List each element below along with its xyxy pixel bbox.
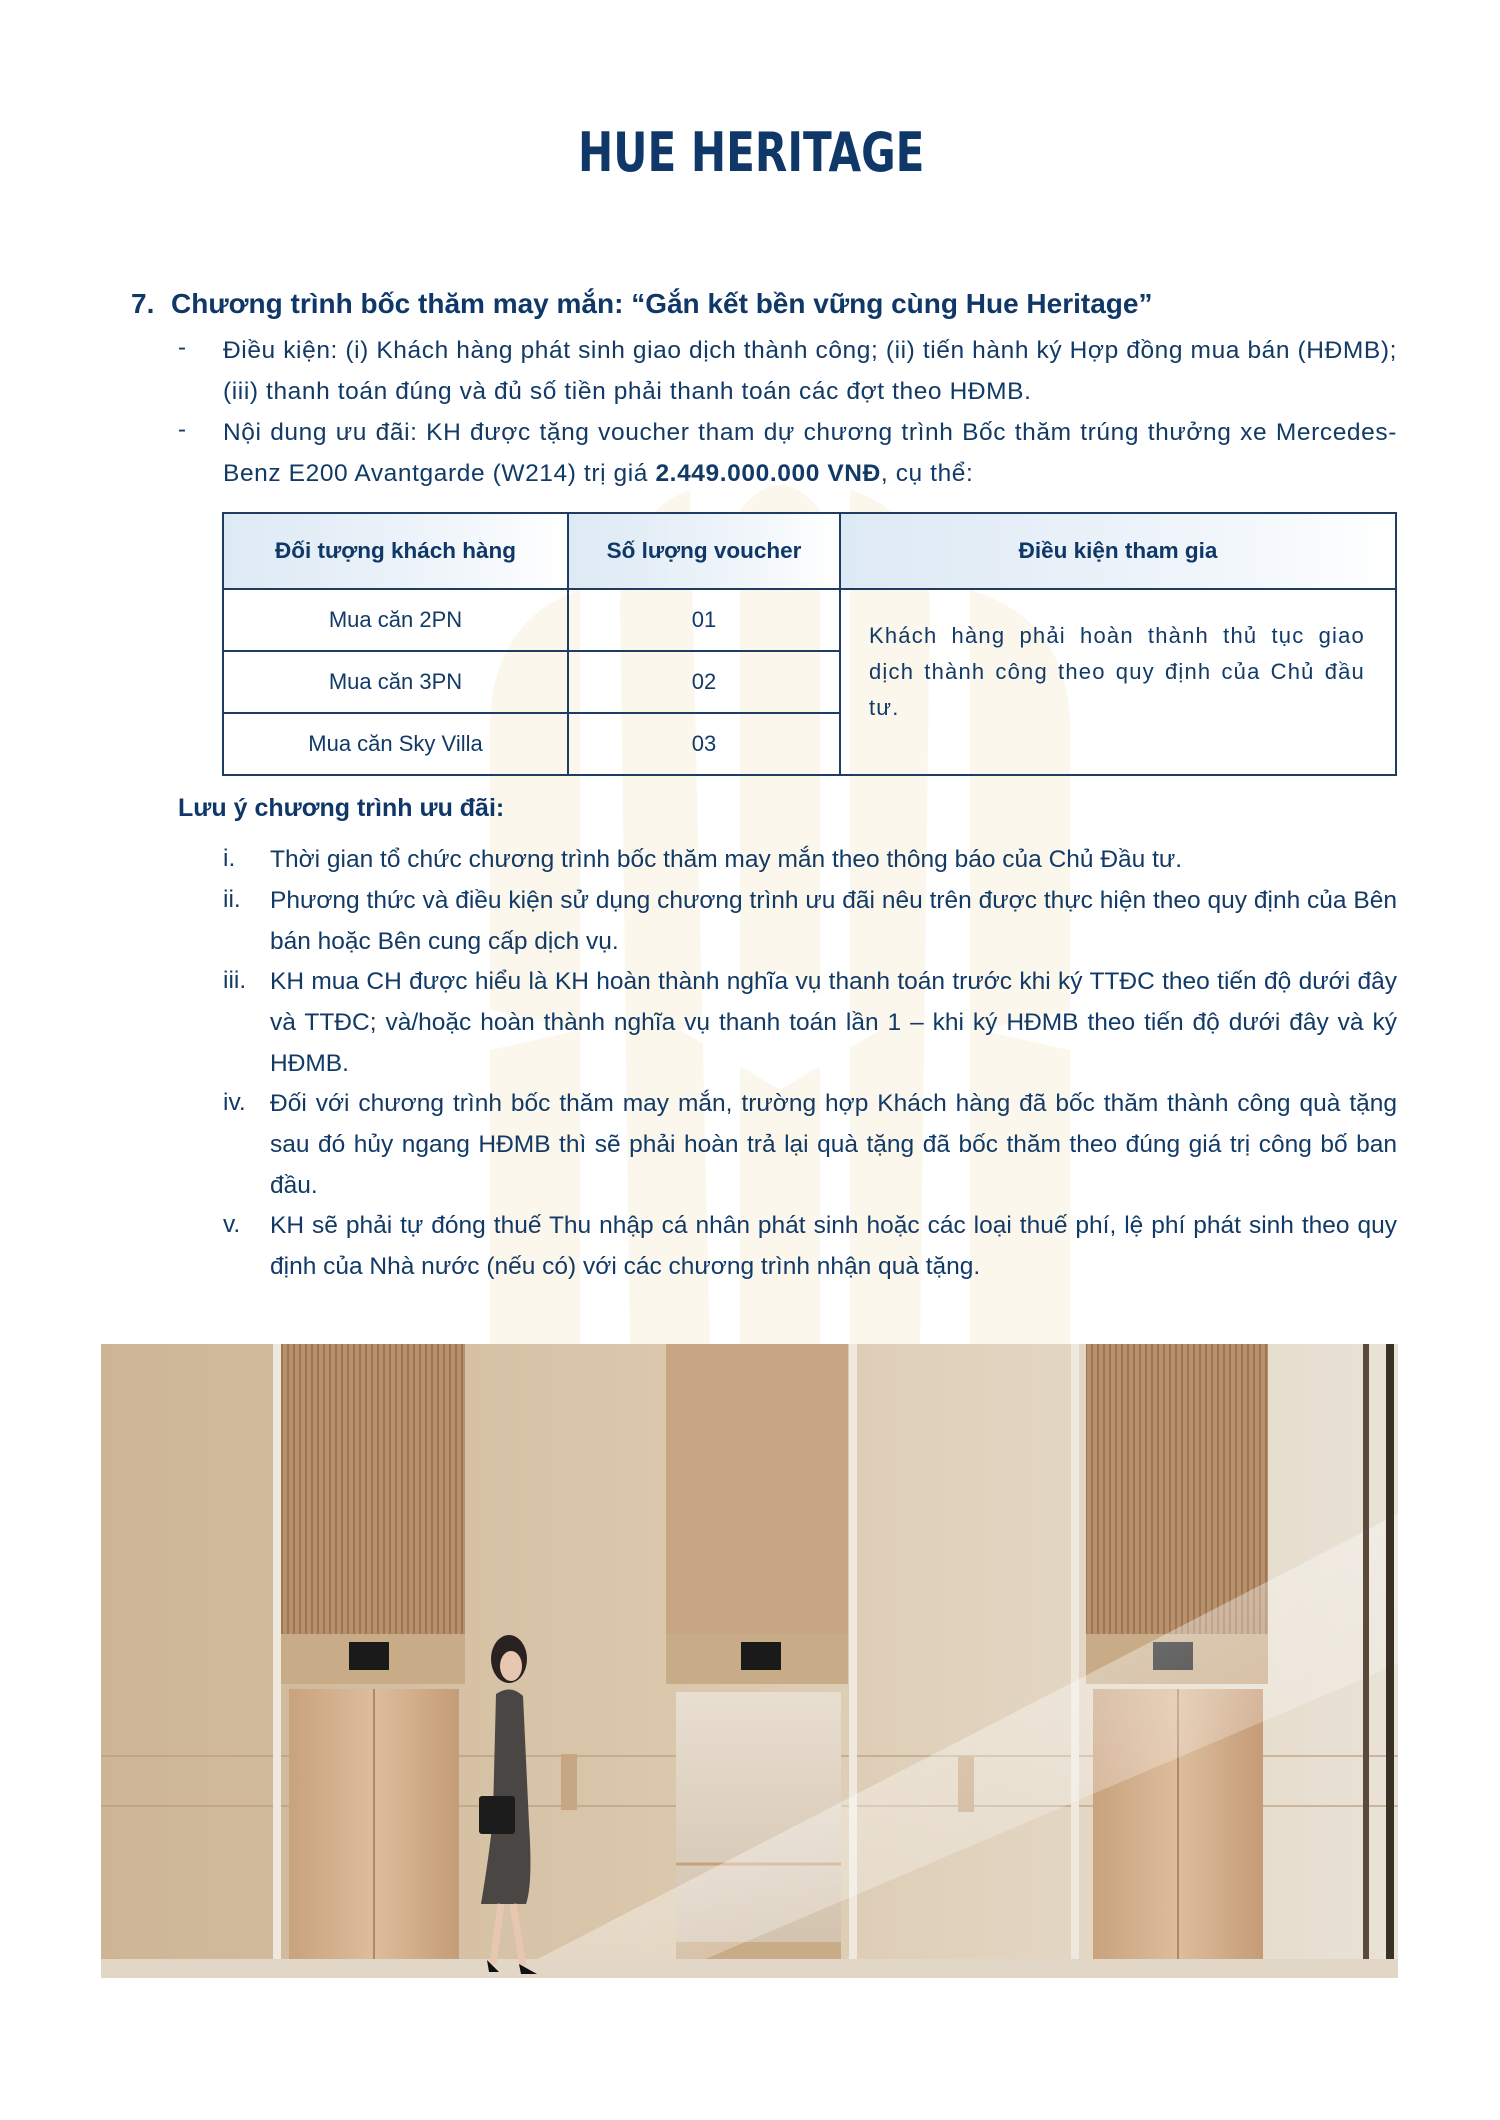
section-heading	[131, 288, 1152, 320]
elevator-lobby-photo	[101, 1344, 1398, 1978]
section-title: Chương trình bốc thăm may mắn: “Gắn kết bền vững cùng Hue Heritage”	[171, 288, 1153, 319]
brand-name: HUE HERITAGE	[578, 120, 925, 184]
header-condition: Điều kiện tham gia	[840, 513, 1396, 589]
header-vouchers: Số lượng voucher	[568, 513, 840, 589]
notes-title: Lưu ý chương trình ưu đãi:	[178, 794, 505, 822]
note-item: KH mua CH được hiểu là KH hoàn thành nghĩa vụ thanh toán trước khi ký TTĐC theo tiến độ dưới đây và TTĐC; và/hoặc hoàn thành nghĩa vụ thanh toán lần 1 – khi ký HĐMB theo tiến độ dưới đây và ký HĐMB.	[270, 968, 1397, 1077]
cell-vouchers: 03	[568, 713, 840, 775]
section-number: 7.	[131, 288, 155, 319]
note-item: KH sẽ phải tự đóng thuế Thu nhập cá nhân phát sinh hoặc các loại thuế phí, lệ phí phát sinh theo quy định của Nhà nước (nếu có) với các chương trình nhận quà tặng.	[270, 1212, 1397, 1280]
cell-condition: Khách hàng phải hoàn thành thủ tục giao dịch thành công theo quy định của Chủ đầu tư.	[840, 589, 1396, 775]
table-row	[223, 589, 1396, 651]
note-item: Phương thức và điều kiện sử dụng chương trình ưu đãi nêu trên được thực hiện theo quy định của Bên bán hoặc Bên cung cấp dịch vụ.	[270, 887, 1397, 955]
brand-logo	[552, 82, 962, 222]
bullet-marker: -	[178, 416, 186, 443]
note-marker: v.	[223, 1211, 241, 1238]
floor-indicator	[349, 1642, 389, 1670]
offer-text-end: , cụ thể:	[880, 460, 974, 487]
note-marker: i.	[223, 845, 236, 872]
cell-vouchers: 02	[568, 651, 840, 713]
bullet-marker: -	[178, 334, 186, 361]
header-customer: Đối tượng khách hàng	[223, 513, 568, 589]
prize-value: 2.449.000.000 VNĐ	[655, 460, 881, 487]
offer-text: Nội dung ưu đãi: KH được tặng voucher tham dự chương trình Bốc thăm trúng thưởng xe Mercedes-Benz E200 Avantgarde (W214) trị giá	[223, 419, 1397, 487]
note-marker: iv.	[223, 1089, 246, 1116]
note-item: Đối với chương trình bốc thăm may mắn, trường hợp Khách hàng đã bốc thăm thành công quà tặng sau đó hủy ngang HĐMB thì sẽ phải hoàn trả lại quà tặng đã bốc thăm theo đúng giá trị công bố ban đầu.	[270, 1090, 1397, 1199]
cell-vouchers: 01	[568, 589, 840, 651]
voucher-table	[222, 512, 1397, 776]
table-header-row	[223, 513, 1396, 589]
cell-customer: Mua căn 3PN	[223, 651, 568, 713]
cell-customer: Mua căn 2PN	[223, 589, 568, 651]
note-marker: iii.	[223, 967, 247, 994]
note-item: Thời gian tổ chức chương trình bốc thăm may mắn theo thông báo của Chủ Đầu tư.	[270, 846, 1183, 873]
conditions-paragraph: Điều kiện: (i) Khách hàng phát sinh giao dịch thành công; (ii) tiến hành ký Hợp đồng mua bán (HĐMB); (iii) thanh toán đúng và đủ số tiền phải thanh toán các đợt theo HĐMB.	[223, 337, 1397, 405]
cell-customer: Mua căn Sky Villa	[223, 713, 568, 775]
note-marker: ii.	[223, 886, 241, 913]
offer-paragraph	[223, 412, 1397, 494]
